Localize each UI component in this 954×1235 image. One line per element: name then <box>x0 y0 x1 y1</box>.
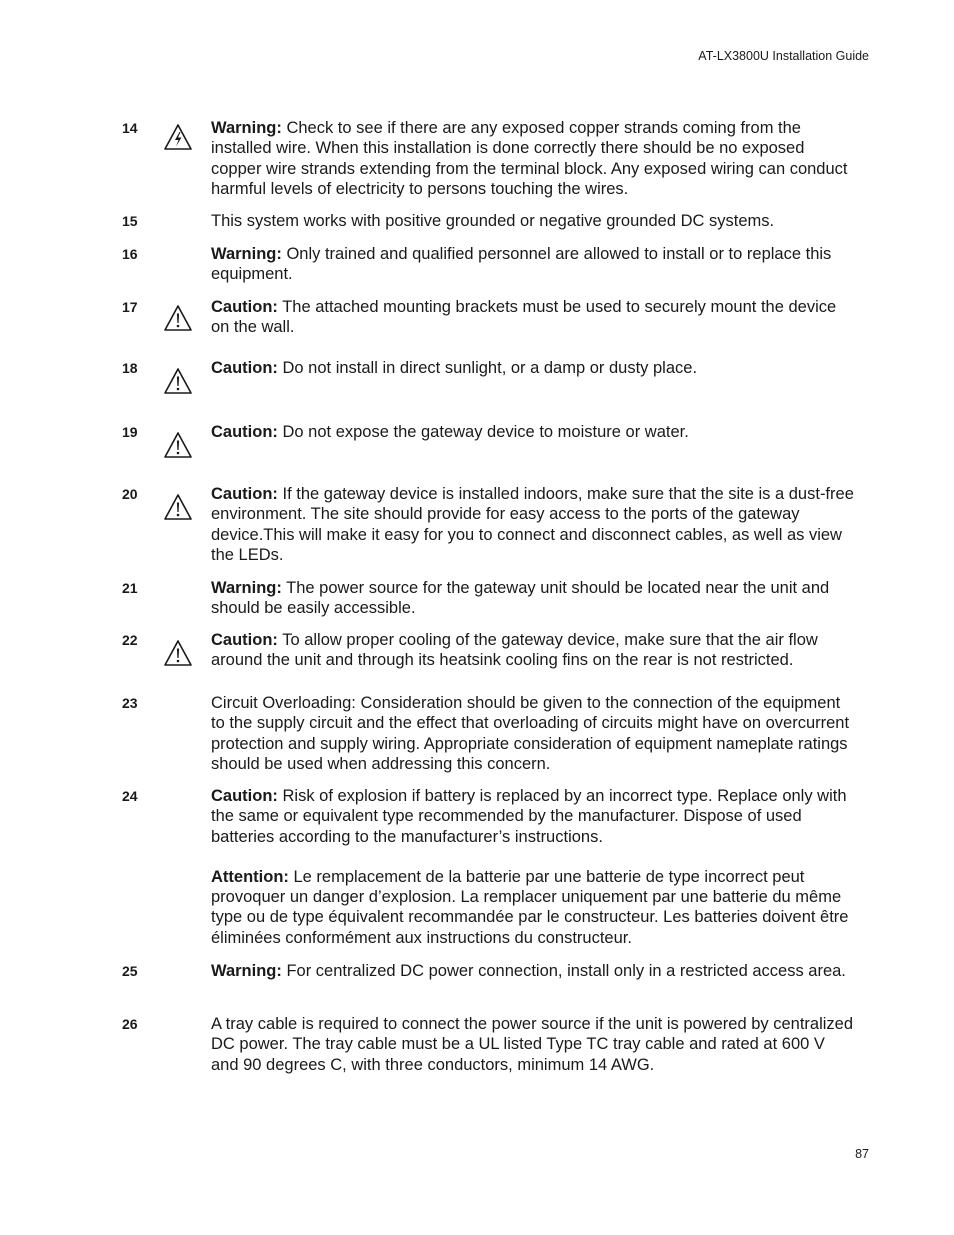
page-number: 87 <box>855 1147 869 1161</box>
item-number: 18 <box>122 360 138 376</box>
item-text <box>211 358 856 378</box>
item-body: Do not install in direct sunlight, or a damp or dusty place. <box>277 359 698 377</box>
item-text <box>211 422 856 442</box>
item-number: 26 <box>122 1016 138 1032</box>
running-header: AT-LX3800U Installation Guide <box>698 49 869 63</box>
item-text <box>211 244 856 285</box>
item-number: 25 <box>122 963 138 979</box>
item-body: If the gateway device is installed indoors, make sure that the site is a dust-free environment. The site should provide for easy access to the ports of the gateway device.This will make it easy for you to connect and disconnect cables, as well as view the LEDs. <box>211 485 854 564</box>
item-text <box>211 297 856 338</box>
item-body: The attached mounting brackets must be used to securely mount the device on the wall. <box>211 298 837 337</box>
item-body: Risk of explosion if battery is replaced by an incorrect type. Replace only with the same or equivalent type recommended by the manufacturer. Dispose of used batteries according to the manufacturer’s instructions. <box>211 787 847 846</box>
item-lead: Warning: <box>211 245 282 263</box>
item-lead: Warning: <box>211 579 282 597</box>
item-body: Only trained and qualified personnel are allowed to install or to replace this equipment. <box>211 245 832 284</box>
item-text <box>211 578 856 619</box>
caution-triangle-icon <box>163 303 193 333</box>
item-lead: Caution: <box>211 298 278 316</box>
item-lead: Caution: <box>211 631 278 649</box>
item-body: For centralized DC power connection, install only in a restricted access area. <box>281 962 846 980</box>
item-text <box>211 786 856 948</box>
item-number: 19 <box>122 424 138 440</box>
caution-triangle-icon <box>163 638 193 668</box>
item-number: 15 <box>122 213 138 229</box>
item-number: 24 <box>122 788 138 804</box>
item-text <box>211 630 856 671</box>
item-number: 16 <box>122 246 138 262</box>
item-body: Do not expose the gateway device to moisture or water. <box>277 423 689 441</box>
item-body: The power source for the gateway unit should be located near the unit and should be easily accessible. <box>211 579 830 618</box>
item-lead: Caution: <box>211 787 278 805</box>
item-body: Check to see if there are any exposed copper strands coming from the installed wire. When this installation is done correctly there should be no exposed copper wire strands extending from the terminal block. Any exposed wiring can conduct harmful levels of electricity to persons touching the wires. <box>211 119 848 198</box>
item-body: A tray cable is required to connect the power source if the unit is powered by centralized DC power. The tray cable must be a UL listed Type TC tray cable and rated at 600 V and 90 degrees C, with three conductors, minimum 14 AWG. <box>211 1015 854 1074</box>
item-paragraph-french <box>211 867 856 948</box>
item-text <box>211 1014 856 1075</box>
item-text <box>211 961 856 981</box>
item-text <box>211 211 856 231</box>
caution-triangle-icon <box>163 366 193 396</box>
item-text <box>211 484 856 565</box>
item-number: 17 <box>122 299 138 315</box>
item-lead: Attention: <box>211 867 289 886</box>
item-body: This system works with positive grounded or negative grounded DC systems. <box>211 212 775 230</box>
item-lead: Caution: <box>211 423 278 441</box>
item-lead: Caution: <box>211 485 278 503</box>
item-text <box>211 693 856 774</box>
item-text <box>211 118 856 199</box>
caution-triangle-icon <box>163 492 193 522</box>
item-lead: Warning: <box>211 962 282 980</box>
caution-triangle-icon <box>163 430 193 460</box>
item-number: 22 <box>122 632 138 648</box>
item-number: 20 <box>122 486 138 502</box>
item-number: 23 <box>122 695 138 711</box>
item-body: To allow proper cooling of the gateway device, make sure that the air flow around the unit and through its heatsink cooling fins on the rear is not restricted. <box>211 631 818 670</box>
item-number: 21 <box>122 580 138 596</box>
item-lead: Warning: <box>211 119 282 137</box>
item-lead: Caution: <box>211 359 278 377</box>
item-body: Circuit Overloading: Consideration should be given to the connection of the equipment to the supply circuit and the effect that overloading of circuits might have on overcurrent protection and supply wiring. Appropriate consideration of equipment nameplate ratings should be used when addressing this concern. <box>211 694 850 773</box>
item-paragraph <box>211 786 856 847</box>
item-body: Le remplacement de la batterie par une batterie de type incorrect peut provoquer un danger d’explosion. La remplacer uniquement par une batterie du même type ou de type équivalent recommandée par le constructeur. Les batteries doivent être éliminées conformément aux instructions du constructeur. <box>211 867 849 947</box>
item-number: 14 <box>122 120 138 136</box>
electrical-hazard-icon <box>163 122 193 152</box>
